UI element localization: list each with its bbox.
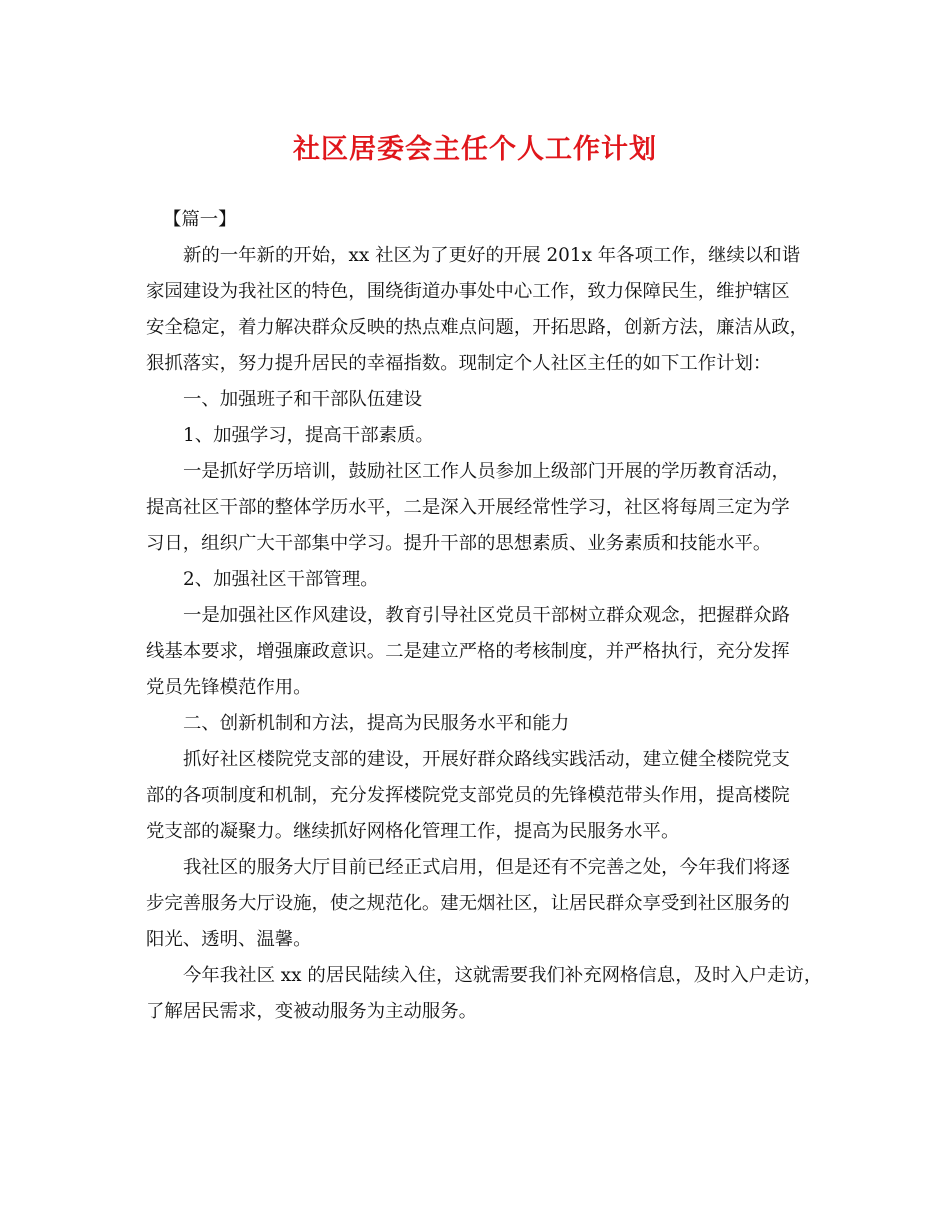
section-heading: 一、加强班子和干部队伍建设 — [183, 389, 423, 410]
document-title: 社区居委会主任个人工作计划 — [293, 134, 657, 165]
paragraph-line: 抓好社区楼院党支部的建设，开展好群众路线实践活动，建立健全楼院党支 — [183, 749, 790, 770]
paragraph-line: 步完善服务大厅设施，使之规范化。建无烟社区，让居民群众享受到社区服务的 — [146, 893, 790, 914]
paragraph-line: 线基本要求，增强廉政意识。二是建立严格的考核制度，并严格执行，充分发挥 — [146, 641, 790, 662]
section-label: 【篇一】 — [163, 209, 237, 230]
paragraph-line: 一是加强社区作风建设，教育引导社区党员干部树立群众观念，把握群众路 — [183, 605, 790, 626]
paragraph-line: 安全稳定，着力解决群众反映的热点难点问题，开拓思路，创新方法，廉洁从政， — [146, 317, 809, 338]
subsection-heading: 2、加强社区干部管理。 — [183, 569, 379, 590]
paragraph-line: 阳光、透明、温馨。 — [146, 929, 312, 950]
paragraph-line: 一是抓好学历培训，鼓励社区工作人员参加上级部门开展的学历教育活动， — [183, 461, 790, 482]
paragraph-line: 党员先锋模范作用。 — [146, 677, 312, 698]
subsection-heading: 1、加强学习，提高干部素质。 — [183, 425, 434, 446]
paragraph-line: 部的各项制度和机制，充分发挥楼院党支部党员的先锋模范带头作用，提高楼院 — [146, 785, 790, 806]
paragraph-line: 家园建设为我社区的特色，围绕街道办事处中心工作，致力保障民生，维护辖区 — [146, 281, 790, 302]
section-heading: 二、创新机制和方法，提高为民服务水平和能力 — [183, 713, 570, 734]
paragraph-line: 我社区的服务大厅目前已经正式启用，但是还有不完善之处，今年我们将逐 — [183, 857, 790, 878]
paragraph-line: 了解居民需求，变被动服务为主动服务。 — [146, 1001, 478, 1022]
paragraph-line: 习日，组织广大干部集中学习。提升干部的思想素质、业务素质和技能水平。 — [146, 533, 772, 554]
paragraph-line: 党支部的凝聚力。继续抓好网格化管理工作，提高为民服务水平。 — [146, 821, 680, 842]
paragraph-line: 狠抓落实，努力提升居民的幸福指数。现制定个人社区主任的如下工作计划： — [146, 353, 772, 374]
paragraph-line: 提高社区干部的整体学历水平，二是深入开展经常性学习，社区将每周三定为学 — [146, 497, 790, 518]
paragraph-line: 今年我社区 xx 的居民陆续入住，这就需要我们补充网格信息，及时入户走访， — [183, 965, 823, 986]
paragraph-line: 新的一年新的开始，xx 社区为了更好的开展 201x 年各项工作，继续以和谐 — [183, 245, 801, 266]
